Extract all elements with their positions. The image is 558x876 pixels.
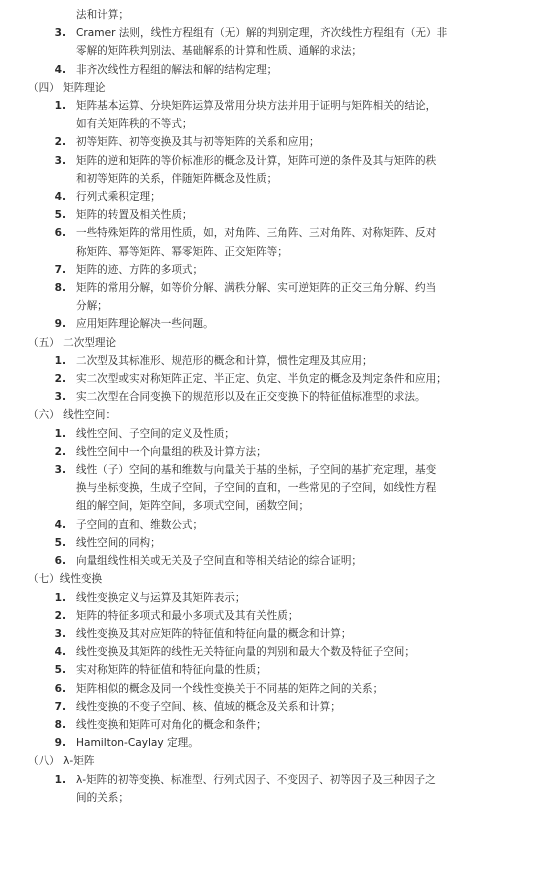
item-text: 矩阵的迹、方阵的多项式；	[76, 263, 204, 276]
list-item	[24, 206, 540, 224]
item-text: 线性（子）空间的基和维数与向量关于基的坐标，子空间的基扩充定理，基变	[76, 464, 437, 477]
item-text-continuation: 和初等矩阵的关系，伴随矩阵概念及性质；	[76, 172, 278, 185]
item-text: 实对称矩阵的特征值和特征向量的性质；	[76, 664, 267, 677]
list-item	[24, 589, 540, 607]
section-heading: （四） 矩阵理论	[28, 81, 106, 94]
item-text: 线性变换及其矩阵的线性无关特征向量的判别和最大个数及特征子空间；	[76, 646, 415, 659]
item-text: 线性变换和矩阵可对角化的概念和条件；	[76, 718, 267, 731]
list-item	[24, 643, 540, 661]
list-item	[24, 315, 540, 333]
item-text: 一些特殊矩阵的常用性质，如，对角阵、三角阵、三对角阵、对称矩阵、反对	[76, 227, 437, 240]
item-number: 2.	[54, 136, 66, 149]
item-number: 9.	[54, 318, 66, 331]
item-text: 矩阵的转置及相关性质；	[76, 209, 193, 222]
list-item	[24, 352, 540, 370]
list-item	[24, 133, 540, 151]
item-number: 2.	[54, 609, 66, 622]
item-text-continuation: 称矩阵、幂等矩阵、幂零矩阵、正交矩阵等；	[76, 245, 288, 258]
list-item	[24, 61, 540, 79]
item-text: 矩阵的逆和矩阵的等价标准形的概念及计算，矩阵可逆的条件及其与矩阵的秩	[76, 154, 437, 167]
list-item	[24, 552, 540, 570]
item-number: 1.	[54, 591, 66, 604]
item-number: 3.	[54, 154, 66, 167]
item-number: 7.	[54, 263, 66, 276]
list-item	[24, 152, 540, 170]
item-number: 4.	[54, 63, 66, 76]
item-text-continuation: 组的解空间，矩阵空间，多项式空间，函数空间；	[76, 500, 310, 513]
section-heading: （六） 线性空间：	[28, 409, 117, 422]
item-number: 4.	[54, 646, 66, 659]
item-number: 6.	[54, 227, 66, 240]
list-item	[24, 261, 540, 279]
item-text: 向量组线性相关或无关及子空间直和等相关结论的综合证明；	[76, 555, 363, 568]
list-item	[24, 24, 540, 42]
item-number: 6.	[54, 682, 66, 695]
list-item	[24, 661, 540, 679]
section-heading: （八） λ-矩阵	[28, 755, 95, 768]
item-number: 3.	[54, 464, 66, 477]
item-text: 线性变换定义与运算及其矩阵表示；	[76, 591, 246, 604]
item-text: 应用矩阵理论解决一些问题。	[76, 318, 214, 331]
item-text: 矩阵相似的概念及同一个线性变换关于不同基的矩阵之间的关系；	[76, 682, 384, 695]
list-item	[24, 388, 540, 406]
item-text: 矩阵的常用分解，如等价分解、满秩分解、实可逆矩阵的正交三角分解、约当	[76, 282, 437, 295]
list-item	[24, 625, 540, 643]
item-number: 1.	[54, 427, 66, 440]
item-number: 5.	[54, 664, 66, 677]
item-text: Cramer 法则，线性方程组有（无）解的判别定理，齐次线性方程组有（无）非	[76, 27, 448, 40]
item-text-continuation: 换与坐标变换，生成子空间，子空间的直和，一些常见的子空间，如线性方程	[76, 482, 437, 495]
item-number: 2.	[54, 373, 66, 386]
list-item	[24, 680, 540, 698]
item-text: λ-矩阵的初等变换、标准型、行列式因子、不变因子、初等因子及三种因子之	[76, 773, 436, 786]
list-item	[24, 716, 540, 734]
list-item	[24, 370, 540, 388]
list-item	[24, 224, 540, 242]
list-item	[24, 698, 540, 716]
item-number: 8.	[54, 282, 66, 295]
item-text: 线性变换及其对应矩阵的特征值和特征向量的概念和计算；	[76, 627, 352, 640]
item-number: 1.	[54, 773, 66, 786]
list-item	[24, 534, 540, 552]
list-item	[24, 279, 540, 297]
item-number: 7.	[54, 700, 66, 713]
item-number: 6.	[54, 555, 66, 568]
item-text: 实二次型在合同变换下的规范形以及在正交变换下的特征值标准型的求法。	[76, 391, 426, 404]
list-item	[24, 771, 540, 789]
item-number: 9.	[54, 737, 66, 750]
item-text-continuation: 间的关系；	[76, 791, 129, 804]
list-item	[24, 97, 540, 115]
item-text: 非齐次线性方程组的解法和解的结构定理；	[76, 63, 278, 76]
list-item	[24, 461, 540, 479]
list-item	[24, 516, 540, 534]
item-number: 4.	[54, 191, 66, 204]
item-number: 3.	[54, 627, 66, 640]
item-text: 行列式乘积定理；	[76, 191, 161, 204]
list-item	[24, 734, 540, 752]
item-number: 8.	[54, 718, 66, 731]
item-text-continuation: 零解的矩阵秩判别法、基础解系的计算和性质、通解的求法；	[76, 45, 363, 58]
item-text: 矩阵基本运算、分块矩阵运算及常用分块方法并用于证明与矩阵相关的结论，	[76, 100, 437, 113]
item-number: 3.	[54, 391, 66, 404]
section-heading: （七）线性变换	[28, 573, 103, 586]
list-item	[24, 425, 540, 443]
item-number: 5.	[54, 209, 66, 222]
item-text: 初等矩阵、初等变换及其与初等矩阵的关系和应用；	[76, 136, 320, 149]
list-item	[24, 443, 540, 461]
item-text: 线性空间的同构；	[76, 536, 161, 549]
item-text: 线性空间、子空间的定义及性质；	[76, 427, 235, 440]
item-text: 线性空间中一个向量组的秩及计算方法；	[76, 445, 267, 458]
item-text: Hamilton-Caylay 定理。	[76, 737, 199, 750]
item-text: 线性变换的不变子空间、核、值域的概念及关系和计算；	[76, 700, 341, 713]
list-item	[24, 607, 540, 625]
item-number: 1.	[54, 354, 66, 367]
list-item	[24, 188, 540, 206]
item-number: 5.	[54, 536, 66, 549]
section-heading: （五） 二次型理论	[28, 336, 117, 349]
item-text: 实二次型或实对称矩阵正定、半正定、负定、半负定的概念及判定条件和应用；	[76, 373, 447, 386]
item-number: 2.	[54, 445, 66, 458]
item-number: 1.	[54, 100, 66, 113]
item-text: 矩阵的特征多项式和最小多项式及其有关性质；	[76, 609, 299, 622]
lead-text: 法和计算；	[76, 9, 129, 21]
item-text: 子空间的直和、维数公式；	[76, 518, 204, 531]
item-text: 二次型及其标准形、规范形的概念和计算，惯性定理及其应用；	[76, 354, 373, 367]
item-text-continuation: 分解；	[76, 300, 108, 313]
item-number: 4.	[54, 518, 66, 531]
item-text-continuation: 如有关矩阵秩的不等式；	[76, 118, 193, 131]
item-number: 3.	[54, 27, 66, 40]
